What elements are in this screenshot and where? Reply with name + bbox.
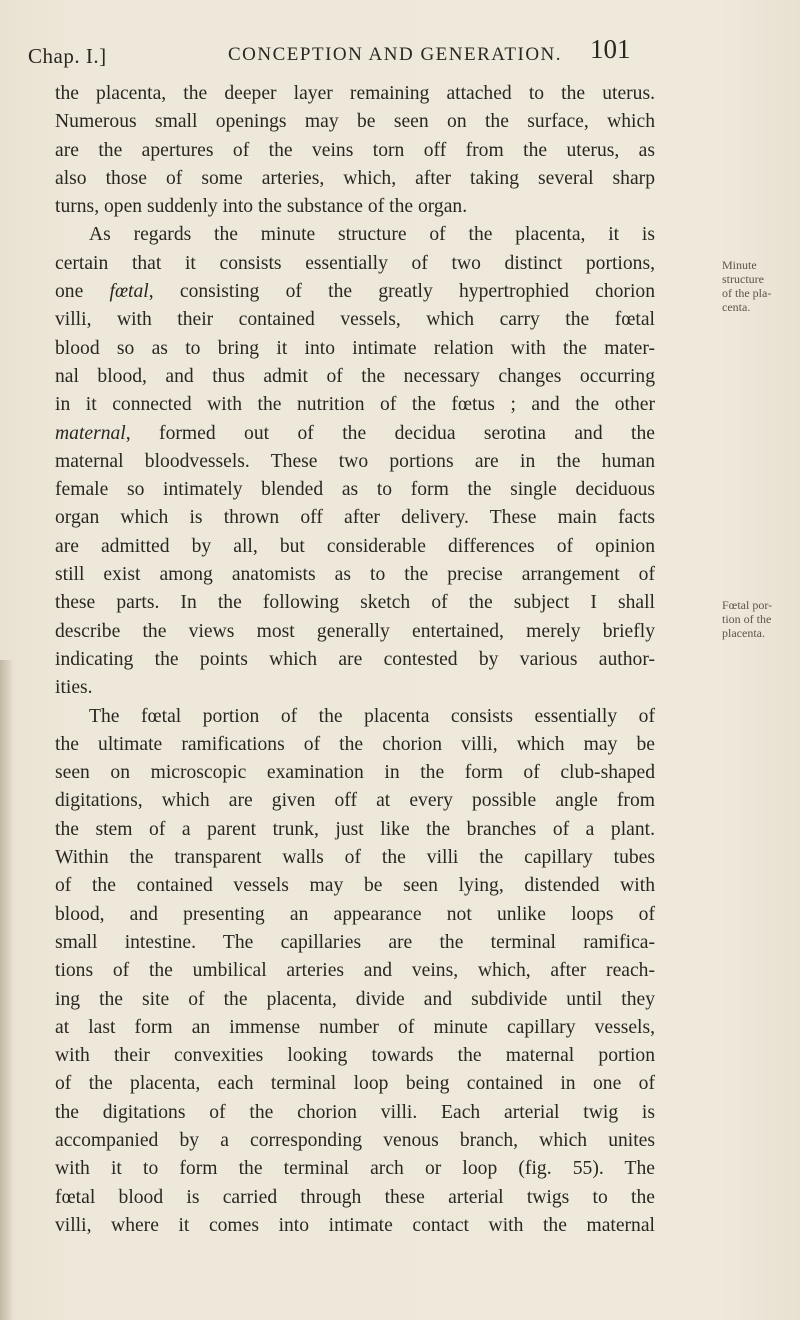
- text-line: accompanied by a corresponding venous branch, which unites: [55, 1129, 655, 1151]
- margin-note-line: Minute: [722, 258, 757, 272]
- margin-note-line: tion of the: [722, 612, 772, 626]
- text-line: As regards the minute structure of the placenta, it is: [89, 224, 655, 246]
- text-line: the stem of a parent trunk, just like the branches of a plant.: [55, 818, 655, 840]
- text-line: the placenta, the deeper layer remaining attached to the uterus.: [55, 83, 655, 104]
- text-line: villi, where it comes into intimate contact with the maternal: [55, 1214, 655, 1236]
- page-number: 101: [590, 34, 631, 64]
- text-line: still exist among anatomists as to the precise arrangement of: [55, 564, 655, 586]
- text-line: digitations, which are given off at every possible angle from: [55, 790, 655, 812]
- text-line: tions of the umbilical arteries and veins, which, after reach-: [55, 960, 655, 982]
- text-line: with their convexities looking towards the maternal portion: [55, 1045, 655, 1067]
- text-line: ities.: [55, 677, 93, 699]
- margin-note-line: placenta.: [722, 626, 765, 640]
- margin-note-minute-structure: [722, 258, 800, 314]
- text-line: maternal, formed out of the decidua serotina and the: [55, 422, 655, 444]
- margin-note-foetal-portion: [722, 598, 800, 640]
- running-head: [28, 34, 668, 74]
- body-text: [55, 80, 655, 1240]
- text-line: seen on microscopic examination in the form of club-shaped: [55, 762, 655, 784]
- emphasis: fœtal: [109, 281, 149, 303]
- text-line: small intestine. The capillaries are the terminal ramifica-: [55, 931, 655, 953]
- text-line: one fœtal, consisting of the greatly hypertrophied chorion: [55, 281, 655, 303]
- margin-note-line: of the pla-: [722, 286, 772, 300]
- running-title: CONCEPTION AND GENERATION.: [228, 44, 563, 65]
- text-line: of the contained vessels may be seen lying, distended with: [55, 875, 655, 897]
- text-line: indicating the points which are contested by various author-: [55, 648, 655, 670]
- text-line: Within the transparent walls of the villi the capillary tubes: [55, 847, 655, 869]
- margin-note-line: structure: [722, 272, 764, 286]
- text-line: female so intimately blended as to form the single deciduous: [55, 479, 655, 501]
- text-line: The fœtal portion of the placenta consists essentially of: [89, 705, 655, 727]
- text-line: are the apertures of the veins torn off from the uterus, as: [55, 139, 655, 161]
- text-line: ing the site of the placenta, divide and subdivide until they: [55, 988, 655, 1010]
- text-line: the digitations of the chorion villi. Each arterial twig is: [55, 1101, 655, 1123]
- text-line: with it to form the terminal arch or loop (fig. 55). The: [55, 1158, 655, 1180]
- text-line: villi, with their contained vessels, which carry the fœtal: [55, 309, 655, 331]
- text-line: in it connected with the nutrition of the fœtus ; and the other: [55, 394, 655, 416]
- emphasis: maternal: [55, 422, 126, 444]
- text-line: maternal bloodvessels. These two portions are in the human: [55, 450, 655, 472]
- text-line: blood, and presenting an appearance not unlike loops of: [55, 903, 655, 925]
- text-line: also those of some arteries, which, after taking several sharp: [55, 167, 655, 189]
- binding-shadow: [0, 660, 14, 1320]
- chapter-label: Chap. I.]: [28, 44, 107, 68]
- margin-note-line: centa.: [722, 300, 751, 314]
- text-line: of the placenta, each terminal loop being contained in one of: [55, 1073, 655, 1095]
- text-line: blood so as to bring it into intimate relation with the mater-: [55, 337, 655, 359]
- text-line: turns, open suddenly into the substance of the organ.: [55, 196, 468, 218]
- text-line: nal blood, and thus admit of the necessary changes occurring: [55, 365, 655, 387]
- text-line: organ which is thrown off after delivery. These main facts: [55, 507, 655, 529]
- margin-note-line: Fœtal por-: [722, 598, 773, 612]
- text-line: these parts. In the following sketch of the subject I shall: [55, 592, 655, 614]
- text-line: describe the views most generally entertained, merely briefly: [55, 620, 655, 642]
- text-line: the ultimate ramifications of the chorion villi, which may be: [55, 733, 655, 755]
- text-line: certain that it consists essentially of two distinct portions,: [55, 252, 655, 274]
- text-line: at last form an immense number of minute capillary vessels,: [55, 1016, 655, 1038]
- text-line: fœtal blood is carried through these arterial twigs to the: [55, 1186, 655, 1208]
- text-line: Numerous small openings may be seen on the surface, which: [55, 111, 655, 133]
- text-line: are admitted by all, but considerable differences of opinion: [55, 535, 655, 557]
